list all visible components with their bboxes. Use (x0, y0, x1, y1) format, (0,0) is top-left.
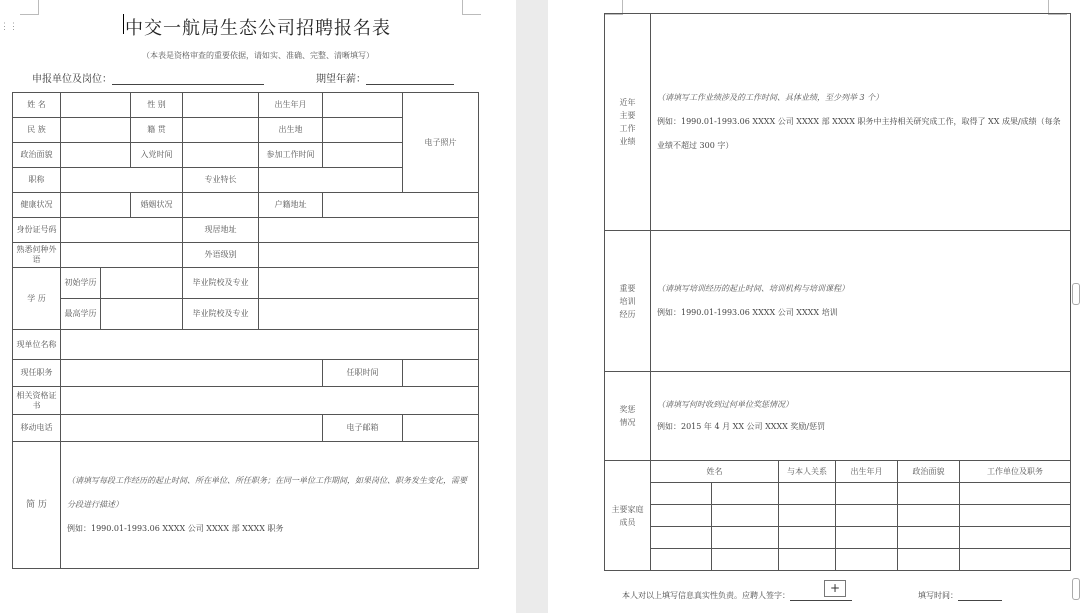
birthplace-label: 出生地 (259, 118, 323, 143)
family-birth-cell[interactable] (836, 505, 898, 527)
resume-cell[interactable] (61, 442, 479, 569)
id-no-label: 身份证号码 (13, 218, 61, 243)
apply-position-line (32, 70, 264, 85)
perf-example: 例如：1990.01-1993.06 XXXX 公司 XXXX 部 XXXX 职务中主持相关研究成工作，取得了 XX 成果/成绩（每条业绩不超过 300 字） (657, 117, 1061, 150)
gender-label: 性 别 (131, 93, 183, 118)
id-no-cell[interactable] (61, 218, 183, 243)
experience-table (604, 13, 1071, 571)
employer-cell[interactable] (61, 330, 479, 360)
family-name-cell-b[interactable] (712, 527, 779, 549)
cert-cell[interactable] (61, 387, 479, 415)
pledge-line (622, 590, 852, 601)
family-row (605, 527, 1071, 549)
gender-cell[interactable] (183, 93, 259, 118)
tenure-label: 任职时间 (323, 360, 403, 387)
awards-label: 奖惩情况 (605, 372, 651, 461)
resume-example: 例如：1990.01-1993.06 XXXX 公司 XXXX 部 XXXX 职务 (67, 524, 284, 533)
employer-label: 现单位名称 (13, 330, 61, 360)
family-name-cell-b[interactable] (712, 505, 779, 527)
family-politics-cell[interactable] (898, 483, 960, 505)
highest-edu-label: 最高学历 (61, 299, 101, 330)
email-label: 电子邮箱 (323, 415, 403, 442)
family-header-relation: 与本人关系 (779, 461, 836, 483)
school-label-1: 毕业院校及专业 (183, 268, 259, 299)
family-label: 主要家庭成员 (605, 461, 651, 571)
mobile-cell[interactable] (61, 415, 323, 442)
awards-cell[interactable] (651, 372, 1071, 461)
pledge-text: 本人对以上填写信息真实性负责。应聘人签字： (622, 591, 790, 600)
family-work-cell[interactable] (960, 483, 1071, 505)
add-row-icon[interactable]: + (824, 580, 846, 597)
position-cell[interactable] (61, 360, 323, 387)
hukou-cell[interactable] (323, 193, 479, 218)
lang-level-cell[interactable] (259, 243, 479, 268)
awards-example: 例如：2015 年 4 月 XX 公司 XXXX 奖励/惩罚 (657, 422, 826, 431)
work-start-label: 参加工作时间 (259, 143, 323, 168)
form-page-2 (548, 0, 1080, 613)
awards-guide: （请填写何时收到过何单位奖惩情况） (657, 400, 793, 409)
family-relation-cell[interactable] (779, 527, 836, 549)
ethnic-label: 民 族 (13, 118, 61, 143)
health-cell[interactable] (61, 193, 131, 218)
family-row (605, 549, 1071, 571)
marital-cell[interactable] (183, 193, 259, 218)
family-relation-cell[interactable] (779, 549, 836, 571)
family-birth-cell[interactable] (836, 527, 898, 549)
training-example: 例如：1990.01-1993.06 XXXX 公司 XXXX 培训 (657, 308, 838, 317)
family-header-politics: 政治面貌 (898, 461, 960, 483)
edu-label: 学 历 (13, 268, 61, 330)
title-rank-cell[interactable] (61, 168, 183, 193)
family-work-cell[interactable] (960, 505, 1071, 527)
family-name-cell[interactable] (651, 549, 712, 571)
photo-cell[interactable]: 电子照片 (403, 93, 479, 193)
party-time-label: 入党时间 (131, 143, 183, 168)
birth-cell[interactable] (323, 93, 403, 118)
family-header-work: 工作单位及职务 (960, 461, 1071, 483)
cert-label: 相关资格证书 (13, 387, 61, 415)
birth-label: 出生年月 (259, 93, 323, 118)
page-corner-mark (462, 0, 481, 15)
politics-label: 政治面貌 (13, 143, 61, 168)
initial-edu-label: 初始学历 (61, 268, 101, 299)
resume-guide: （请填写每段工作经历的起止时间、所在单位、所任职务；在同一单位工作期间，如果岗位、职务发生变化，需要分段进行描述） (67, 476, 467, 509)
page-corner-mark (20, 0, 39, 15)
family-name-cell[interactable] (651, 505, 712, 527)
family-name-cell-b[interactable] (712, 483, 779, 505)
health-label: 健康状况 (13, 193, 61, 218)
school-cell-1[interactable] (259, 268, 479, 299)
hukou-label: 户籍地址 (259, 193, 323, 218)
highest-edu-cell[interactable] (101, 299, 183, 330)
family-relation-cell[interactable] (779, 505, 836, 527)
family-row (605, 505, 1071, 527)
politics-cell[interactable] (61, 143, 131, 168)
language-cell[interactable] (61, 243, 183, 268)
initial-edu-cell[interactable] (101, 268, 183, 299)
address-cell[interactable] (259, 218, 479, 243)
family-politics-cell[interactable] (898, 549, 960, 571)
marital-label: 婚姻状况 (131, 193, 183, 218)
family-birth-cell[interactable] (836, 483, 898, 505)
family-work-cell[interactable] (960, 549, 1071, 571)
perf-label: 近年主要工作业绩 (605, 14, 651, 231)
drag-handle-icon[interactable]: ⋮⋮ (0, 22, 18, 32)
ethnic-cell[interactable] (61, 118, 131, 143)
family-header-birth: 出生年月 (836, 461, 898, 483)
title-rank-label: 职称 (13, 168, 61, 193)
apply-position-field[interactable] (112, 74, 264, 85)
family-name-cell[interactable] (651, 527, 712, 549)
position-label: 现任职务 (13, 360, 61, 387)
family-politics-cell[interactable] (898, 527, 960, 549)
family-relation-cell[interactable] (779, 483, 836, 505)
family-row (605, 483, 1071, 505)
side-tab-handle[interactable] (1072, 283, 1080, 305)
form-page-1 (0, 0, 516, 613)
mobile-label: 移动电话 (13, 415, 61, 442)
resume-label: 简 历 (13, 442, 61, 569)
form-subtitle: （本表是资格审查的重要依据，请如实、准确、完整、清晰填写） (142, 51, 374, 60)
applicant-info-table (12, 92, 479, 569)
language-label: 熟悉何种外语 (13, 243, 61, 268)
salary-label: 期望年薪： (316, 74, 366, 85)
party-time-cell[interactable] (183, 143, 259, 168)
specialty-cell[interactable] (259, 168, 403, 193)
form-title: 中交一航局生态公司招聘报名表 (125, 18, 391, 39)
training-cell[interactable] (651, 231, 1071, 372)
fill-date-line (918, 590, 1002, 601)
side-tab-handle[interactable] (1072, 578, 1080, 600)
family-name-cell[interactable] (651, 483, 712, 505)
family-politics-cell[interactable] (898, 505, 960, 527)
fill-date-field[interactable] (958, 590, 1002, 601)
address-label: 现居地址 (183, 218, 259, 243)
birthplace-cell[interactable] (323, 118, 403, 143)
family-name-cell-b[interactable] (712, 549, 779, 571)
native-cell[interactable] (183, 118, 259, 143)
email-cell[interactable] (403, 415, 479, 442)
training-guide: （请填写培训经历的起止时间、培训机构与培训课程） (657, 284, 849, 293)
family-header-name: 姓名 (651, 461, 779, 483)
salary-field[interactable] (366, 74, 454, 85)
name-cell[interactable] (61, 93, 131, 118)
native-label: 籍 贯 (131, 118, 183, 143)
specialty-label: 专业特长 (183, 168, 259, 193)
perf-guide: （请填写工作业绩涉及的工作时间、具体业绩，至少列举 3 个） (657, 93, 884, 102)
work-start-cell[interactable] (323, 143, 403, 168)
school-label-2: 毕业院校及专业 (183, 299, 259, 330)
salary-line (316, 70, 454, 85)
fill-date-label: 填写时间： (918, 591, 958, 600)
family-work-cell[interactable] (960, 527, 1071, 549)
tenure-cell[interactable] (403, 360, 479, 387)
perf-cell[interactable] (651, 14, 1071, 231)
lang-level-label: 外语级别 (183, 243, 259, 268)
family-birth-cell[interactable] (836, 549, 898, 571)
apply-position-label: 申报单位及岗位： (32, 74, 112, 85)
school-cell-2[interactable] (259, 299, 479, 330)
training-label: 重要培训经历 (605, 231, 651, 372)
name-label: 姓 名 (13, 93, 61, 118)
